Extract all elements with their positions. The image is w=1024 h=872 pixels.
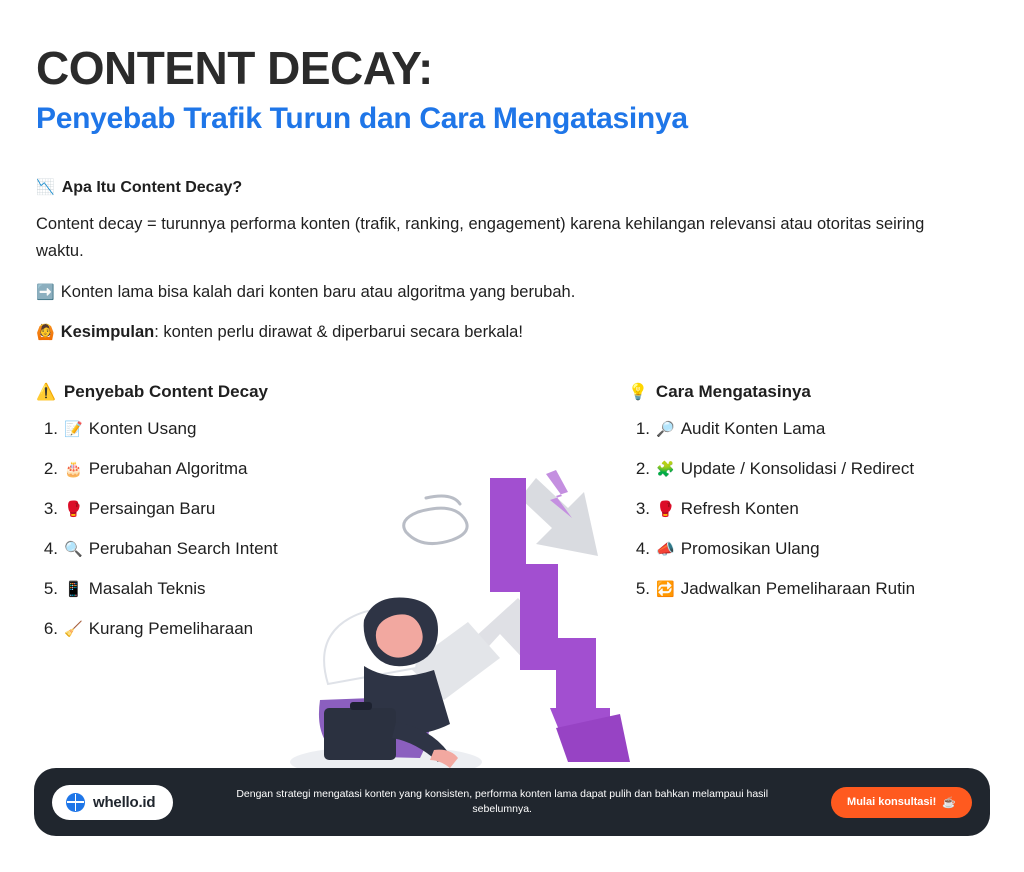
solutions-column bbox=[628, 382, 1024, 618]
list-item-label: Perubahan Search Intent bbox=[88, 539, 278, 559]
cake-icon: 🎂 bbox=[64, 461, 83, 479]
magnifying-glass-icon: 🔍 bbox=[64, 541, 83, 559]
purple-arrow-shape bbox=[490, 478, 630, 762]
list-item bbox=[628, 538, 1024, 560]
causes-column bbox=[36, 382, 496, 659]
list-item bbox=[36, 498, 496, 520]
megaphone-icon: 📣 bbox=[656, 541, 675, 559]
solutions-heading-label: Cara Mengatasinya bbox=[655, 382, 811, 401]
boxing-glove-icon: 🥊 bbox=[64, 501, 83, 519]
coffee-icon: ☕ bbox=[942, 796, 956, 809]
person-icon: 🙆 bbox=[36, 324, 55, 342]
lightbulb-icon: 💡 bbox=[628, 384, 648, 401]
list-item-number: 3. bbox=[43, 499, 58, 519]
causes-list bbox=[36, 418, 496, 641]
broom-icon: 🧹 bbox=[64, 621, 83, 639]
list-item-label: Konten Usang bbox=[88, 419, 197, 438]
memo-icon: 📝 bbox=[64, 421, 83, 438]
solutions-list bbox=[628, 418, 1024, 600]
intro-heading-label: Apa Itu Content Decay? bbox=[61, 179, 243, 196]
puzzle-piece-icon: 🧩 bbox=[656, 461, 675, 479]
list-item bbox=[36, 538, 496, 560]
list-item-number: 1. bbox=[635, 419, 650, 438]
intro-note-text: Konten lama bisa kalah dari konten baru atau algoritma yang berubah. bbox=[60, 283, 576, 302]
header bbox=[36, 44, 976, 137]
list-item-number: 4. bbox=[635, 539, 650, 559]
repeat-icon: 🔁 bbox=[656, 581, 675, 599]
list-item bbox=[628, 458, 1024, 480]
list-item-label: Update / Konsolidasi / Redirect bbox=[680, 459, 915, 479]
list-item bbox=[36, 458, 496, 480]
list-item-number: 4. bbox=[43, 539, 58, 559]
causes-heading bbox=[36, 382, 496, 402]
list-item bbox=[36, 418, 496, 440]
intro-conclusion-rest: : konten perlu dirawat & diperbarui secara berkala! bbox=[154, 323, 523, 342]
list-item-label: Masalah Teknis bbox=[88, 579, 206, 599]
intro-heading bbox=[36, 178, 956, 197]
list-item bbox=[36, 578, 496, 600]
consultation-cta-button[interactable] bbox=[831, 787, 972, 818]
cta-label: Mulai konsultasi! bbox=[847, 796, 937, 808]
brand-logo[interactable] bbox=[52, 785, 173, 820]
list-item-number: 3. bbox=[635, 499, 650, 519]
list-item-label: Kurang Pemeliharaan bbox=[88, 619, 254, 639]
warning-icon: ⚠️ bbox=[36, 384, 56, 401]
list-item bbox=[628, 578, 1024, 600]
arrow-right-icon: ➡️ bbox=[36, 284, 55, 302]
list-item-label: Promosikan Ulang bbox=[680, 539, 820, 559]
list-item-label: Audit Konten Lama bbox=[680, 419, 826, 438]
footer-bar bbox=[34, 768, 990, 836]
solutions-heading bbox=[628, 382, 1024, 402]
intro-paragraph: Content decay = turunnya performa konten (trafik, ranking, engagement) karena kehilangan relevansi atau otoritas seiring waktu. bbox=[36, 215, 925, 260]
causes-heading-label: Penyebab Content Decay bbox=[63, 382, 268, 401]
list-item bbox=[36, 618, 496, 640]
footer-message: Dengan strategi mengatasi konten yang konsisten, performa konten lama dapat pulih dan bahkan melampaui hasil sebelumnya. bbox=[236, 787, 769, 815]
globe-icon bbox=[66, 793, 85, 812]
list-item-number: 2. bbox=[43, 459, 58, 479]
list-item-number: 5. bbox=[43, 579, 58, 599]
mobile-phone-icon: 📱 bbox=[64, 581, 83, 599]
intro-note bbox=[36, 280, 956, 305]
page-title: CONTENT DECAY: bbox=[36, 42, 433, 94]
list-item-number: 5. bbox=[635, 579, 650, 599]
boxing-glove-icon: 🥊 bbox=[656, 501, 675, 519]
intro-section bbox=[36, 178, 956, 360]
list-item bbox=[628, 418, 1024, 440]
brand-name: whello.id bbox=[93, 793, 156, 811]
list-item-number: 2. bbox=[635, 459, 650, 479]
list-item bbox=[628, 498, 1024, 520]
list-item-label: Refresh Konten bbox=[680, 499, 799, 519]
intro-conclusion bbox=[36, 320, 956, 345]
intro-conclusion-text bbox=[61, 320, 523, 345]
list-item-label: Jadwalkan Pemeliharaan Rutin bbox=[680, 579, 916, 599]
spark-shape bbox=[546, 470, 572, 518]
page-subtitle: Penyebab Trafik Turun dan Cara Mengatasinya bbox=[36, 102, 688, 136]
list-item-number: 6. bbox=[43, 619, 58, 639]
list-item-label: Persaingan Baru bbox=[88, 499, 216, 519]
list-item-number: 1. bbox=[43, 419, 58, 438]
magnifying-glass-tilted-icon: 🔎 bbox=[656, 421, 675, 438]
chart-decreasing-icon: 📉 bbox=[36, 179, 55, 196]
list-item-label: Perubahan Algoritma bbox=[88, 459, 248, 479]
intro-conclusion-label: Kesimpulan bbox=[60, 323, 155, 342]
